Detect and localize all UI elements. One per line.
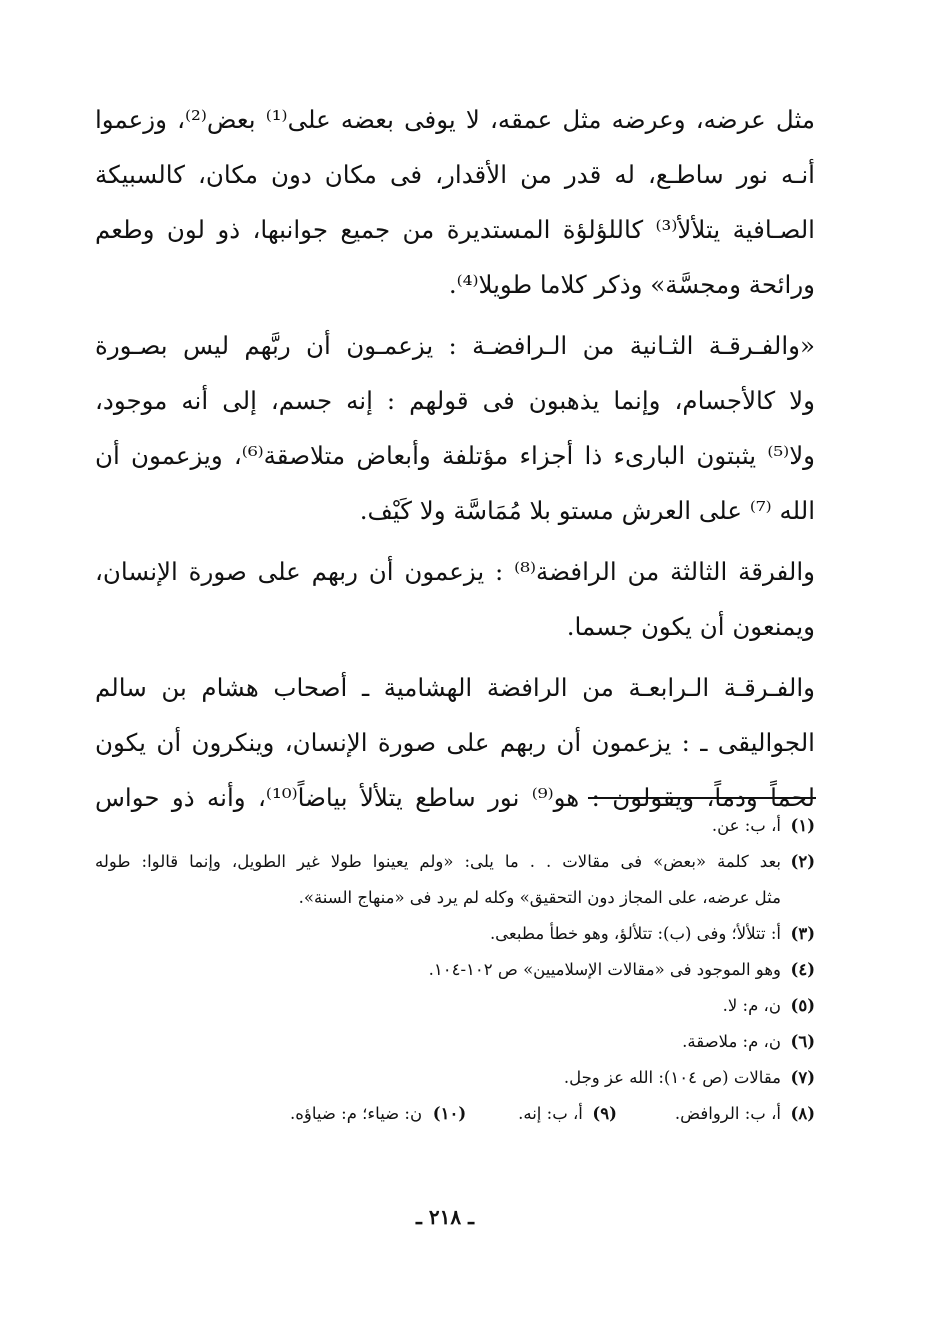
footnote-text: أ، ب: إنه.: [518, 1104, 583, 1123]
footnote-text: ن، م: لا.: [722, 996, 781, 1015]
footnote-number: (٥): [790, 996, 815, 1015]
footnote-number: (٨): [790, 1104, 815, 1123]
footnote-9: [518, 1096, 617, 1132]
text-line: لحماً ودماً، ويقولون : هو⁽⁹⁾ نور ساطع يتلألأ بياضاً⁽¹⁰⁾، وأنه ذو حواس: [95, 783, 815, 812]
footnote-text: وهو الموجود فى «مقالات الإسلاميين» ص ١٠٢-١٠٤.: [428, 960, 781, 979]
footnote-line: بعد كلمة «بعض» فى مقالات . . ما يلى: «ولم يعينوا طولا غير الطويل، وإنما قالوا: طوله: [95, 852, 781, 871]
main-text: [95, 92, 815, 825]
footnote-text: ن: ضياء؛ م: ضياؤه.: [290, 1104, 423, 1123]
footnote-text: أ، ب: عن.: [711, 816, 781, 835]
footnote-text: ن، م: ملاصقة.: [682, 1032, 781, 1051]
footnote-number: (٤): [790, 960, 815, 979]
text-line: أنـه نور ساطـع، له قدر من الأقدار، فى مكان دون مكان، كالسبيكة: [95, 160, 815, 189]
text-line: الله ⁽⁷⁾ على العرش مستو بلا مُمَاسَّة ولا كَيْف.: [359, 496, 815, 525]
paragraph-2: [95, 318, 815, 538]
footnote-2: [95, 844, 815, 916]
paragraph-4: [95, 660, 815, 825]
footnote-row-8-10: [95, 1096, 815, 1132]
text-line: الصـافية يتلألأ⁽³⁾ كاللؤلؤة المستديرة من جميع جوانبها، ذو لون وطعم: [95, 215, 815, 244]
footnote-number: (٩): [592, 1104, 617, 1123]
text-line: والفرقة الثالثة من الرافضة⁽⁸⁾ : يزعمون أن ربهم على صورة الإنسان،: [95, 557, 815, 586]
footnote-number: (٧): [790, 1068, 815, 1087]
paragraph-3: [95, 544, 815, 654]
text-line: الجواليقى ـ : يزعمون أن ربهم على صورة الإنسان، وينكرون أن يكون: [95, 728, 815, 757]
text-line: مثل عرضه، وعرضه مثل عمقه، لا يوفى بعضه على⁽¹⁾ بعض⁽²⁾، وزعموا: [95, 105, 815, 134]
footnote-8: [675, 1096, 815, 1132]
footnote-7: [95, 1060, 815, 1096]
text-line: والفـرقـة الـرابعـة من الرافضة الهشامية ـ أصحاب هشام بن سالم: [95, 673, 815, 702]
text-line: ورائحة ومجسَّة» وذكر كلاما طويلا⁽⁴⁾.: [448, 270, 815, 299]
footnote-6: [95, 1024, 815, 1060]
page-number: ـ ٢١٨ ـ: [416, 1205, 474, 1229]
footnote-text: [95, 844, 781, 916]
footnote-text: أ، ب: الروافض.: [674, 1104, 781, 1123]
text-line: ولا كالأجسام، وإنما يذهبون فى قولهم : إنه جسم، إلى أنه موجود،: [95, 386, 815, 415]
text-line: ولا⁽⁵⁾ يثبتون البارىء ذا أجزاء مؤتلفة وأبعاض متلاصقة⁽⁶⁾، ويزعمون أن: [95, 441, 815, 470]
text-line: «والفـرقـة الثـانية من الـرافضـة : يزعمـون أن ربَّهم ليس بصـورة: [95, 331, 815, 360]
footnote-number: (٢): [790, 852, 815, 871]
footnote-text: مقالات (ص ١٠٤): الله عز وجل.: [563, 1068, 781, 1087]
footnote-line: مثل عرضه، على المجاز دون التحقيق» وكله لم يرد فى «منهاج السنة».: [298, 888, 781, 907]
footnotes: [95, 808, 815, 1132]
footnote-10: [290, 1096, 466, 1132]
footnote-separator: [588, 797, 816, 799]
paragraph-1: [95, 92, 815, 312]
footnote-1: [95, 808, 815, 844]
text-line: ويمنعون أن يكون جسما.: [566, 612, 815, 641]
footnote-4: [95, 952, 815, 988]
footnote-number: (٦): [790, 1032, 815, 1051]
footnote-5: [95, 988, 815, 1024]
footnote-number: (١): [790, 816, 815, 835]
footnote-text: أ: تتلألأ؛ وفى (ب): تتلألؤ، وهو خطأ مطبعى.: [489, 924, 781, 943]
footnote-3: [95, 916, 815, 952]
footnote-number: (١٠): [432, 1104, 467, 1123]
footnote-number: (٣): [790, 924, 815, 943]
